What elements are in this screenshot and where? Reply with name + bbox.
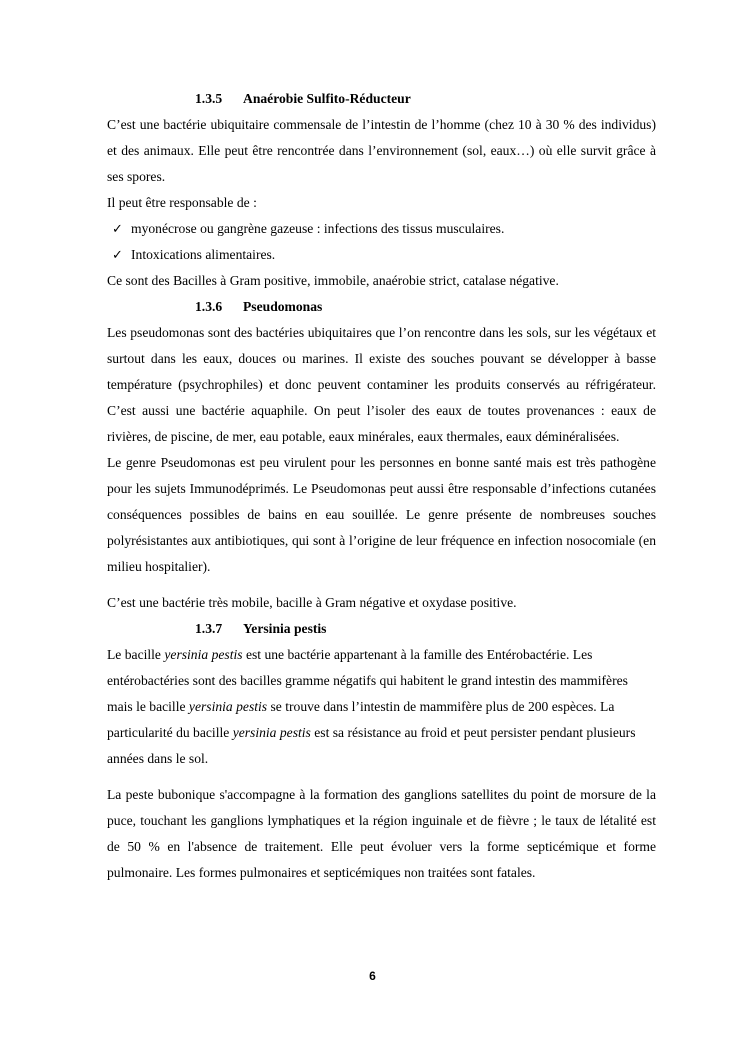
paragraph: C’est une bactérie très mobile, bacille à Gram négative et oxydase positive. bbox=[107, 595, 517, 610]
section-title: Yersinia pestis bbox=[243, 621, 327, 636]
page-number: 6 bbox=[369, 969, 376, 983]
text-run: est sa résistance au froid et peut persister pendant plusieurs années dans le sol. bbox=[107, 725, 636, 766]
list-item-text: myonécrose ou gangrène gazeuse : infections des tissus musculaires. bbox=[131, 221, 505, 236]
paragraph: C’est une bactérie ubiquitaire commensale de l’intestin de l’homme (chez 10 à 30 % des individus) et des animaux. Elle peut être rencontrée dans l’environnement (sol, eaux…) où elle survit grâce à ses spores. bbox=[107, 117, 656, 184]
bullet-list bbox=[107, 216, 656, 268]
italic-species-name: yersinia pestis bbox=[188, 699, 268, 714]
section-heading-1-3-7 bbox=[107, 616, 656, 642]
checkmark-icon: ✓ bbox=[112, 247, 123, 262]
section-title: Pseudomonas bbox=[243, 299, 323, 314]
section-number: 1.3.5 bbox=[195, 91, 223, 106]
paragraph-yersinia bbox=[107, 642, 656, 772]
section-number: 1.3.6 bbox=[195, 299, 223, 314]
document-page bbox=[107, 86, 656, 886]
text-run: Le bacille bbox=[107, 647, 165, 662]
section-heading-1-3-5 bbox=[107, 86, 656, 112]
spacer bbox=[107, 580, 656, 590]
spacer bbox=[107, 772, 656, 782]
paragraph: La peste bubonique s'accompagne à la formation des ganglions satellites du point de morsure de la puce, touchant les ganglions lymphatiques et la région inguinale et de fièvre ; le taux de létalité est de 50 % en l'absence de traitement. Elle peut évoluer vers la forme septicémique et forme pulmonaire. Les formes pulmonaires et septicémiques non traitées sont fatales. bbox=[107, 787, 656, 880]
text-run: est une bactérie appartenant à la famille des Entérobactérie. Les entérobactéries sont des bacilles gramme négatifs qui habitent le grand intestin des mammifères mais le bacille bbox=[107, 647, 628, 714]
paragraph: Il peut être responsable de : bbox=[107, 195, 257, 210]
list-item bbox=[107, 216, 656, 242]
paragraph: Ce sont des Bacilles à Gram positive, immobile, anaérobie strict, catalase négative. bbox=[107, 273, 559, 288]
section-heading-1-3-6 bbox=[107, 294, 656, 320]
italic-species-name: yersinia pestis bbox=[232, 725, 311, 740]
list-item-text: Intoxications alimentaires. bbox=[131, 247, 276, 262]
text-run: se trouve dans l’intestin de mammifère plus de 200 espèces. La particularité du bacille bbox=[107, 699, 615, 740]
checkmark-icon: ✓ bbox=[112, 221, 123, 236]
list-item bbox=[107, 242, 656, 268]
section-title: Anaérobie Sulfito-Réducteur bbox=[243, 91, 411, 106]
paragraph: Les pseudomonas sont des bactéries ubiquitaires que l’on rencontre dans les sols, sur les végétaux et surtout dans les eaux, douces ou marines. Il existe des souches pouvant se développer à basse température (psychrophiles) et donc peuvent contaminer les produits conservés au réfrigérateur. C’est aussi une bactérie aquaphile. On peut l’isoler des eaux de toutes provenances : eaux de rivières, de piscine, de mer, eau potable, eaux minérales, eaux thermales, eaux déminéralisées. bbox=[107, 325, 656, 444]
paragraph: Le genre Pseudomonas est peu virulent pour les personnes en bonne santé mais est très pathogène pour les sujets Immunodéprimés. Le Pseudomonas peut aussi être responsable d’infections cutanées conséquences possibles de bains en eau souillée. Le genre présente de nombreuses souches polyrésistantes aux antibiotiques, qui sont à l’origine de leur fréquence en infection nosocomiale (en milieu hospitalier). bbox=[107, 455, 656, 574]
section-number: 1.3.7 bbox=[195, 621, 223, 636]
italic-species-name: yersinia pestis bbox=[164, 647, 243, 662]
